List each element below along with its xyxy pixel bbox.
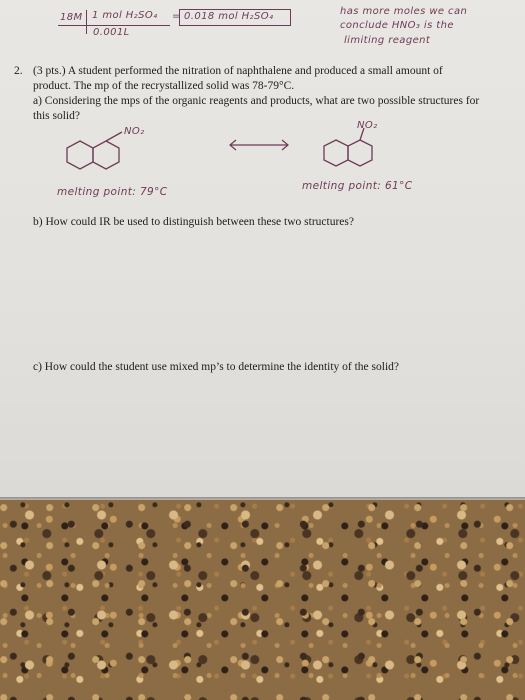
part-a-line-1: a) Considering the mps of the organic reagents and products, what are two possible structures for — [33, 95, 480, 107]
left-no2-label: NO₂ — [124, 126, 145, 137]
scratch-numerator-left: 18M — [60, 12, 83, 23]
structure-2-nitronaphthalene — [320, 132, 390, 176]
granite-countertop — [0, 500, 525, 700]
structure-1-nitronaphthalene — [60, 138, 150, 178]
note-line-2: conclude HNO₃ is the — [340, 20, 454, 31]
scratch-equals: = — [172, 11, 181, 22]
scratch-numerator-right: 1 mol H₂SO₄ — [92, 10, 158, 21]
fraction-divider — [86, 10, 87, 34]
right-melting-point: melting point: 61°C — [302, 180, 413, 192]
scratch-result: 0.018 mol H₂SO₄ — [184, 11, 274, 22]
right-no2-label: NO₂ — [357, 120, 378, 131]
note-line-3: limiting reagent — [344, 35, 431, 46]
part-a-line-2: this solid? — [33, 110, 80, 122]
double-arrow-icon — [228, 138, 292, 152]
scratch-denominator: 0.001L — [93, 27, 130, 38]
question-intro-line-1: (3 pts.) A student performed the nitration of naphthalene and produced a small amount of — [33, 65, 443, 77]
part-c: c) How could the student use mixed mp’s to determine the identity of the solid? — [33, 361, 400, 373]
left-melting-point: melting point: 79°C — [57, 186, 168, 198]
part-b: b) How could IR be used to distinguish between these two structures? — [33, 216, 354, 228]
question-number: 2. — [14, 65, 23, 77]
fraction-bar — [58, 25, 170, 26]
note-line-1: has more moles we can — [340, 6, 468, 17]
question-intro-line-2: product. The mp of the recrystallized solid was 78-79°C. — [33, 80, 295, 92]
